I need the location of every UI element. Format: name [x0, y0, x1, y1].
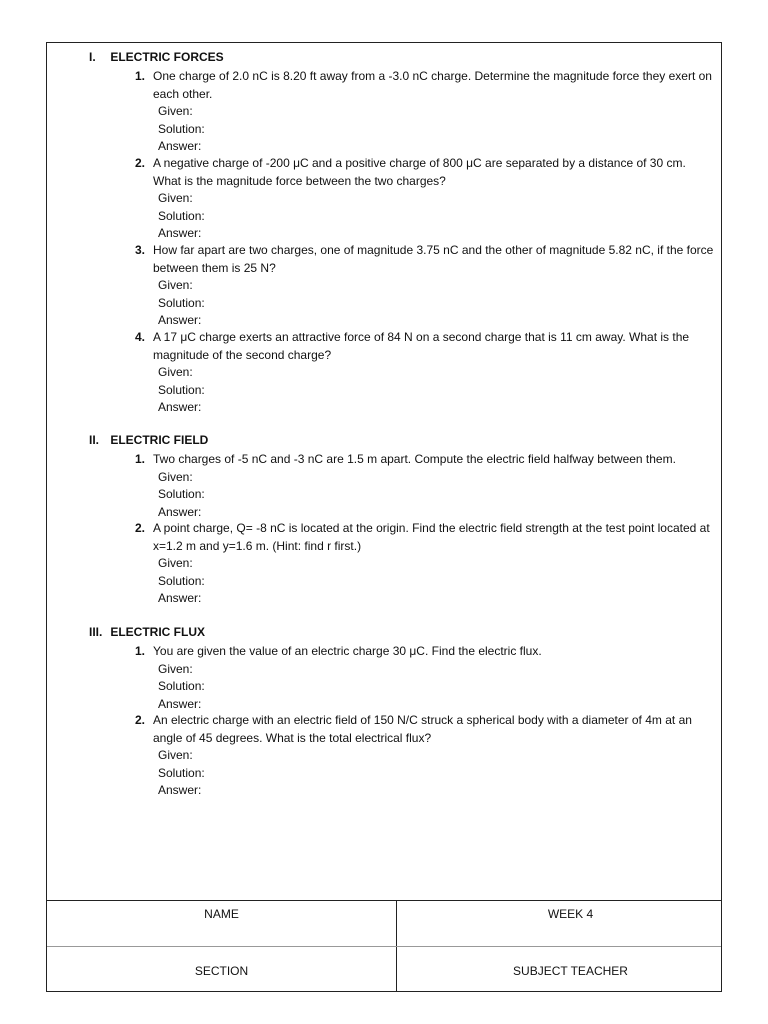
section-heading-electric-field [89, 433, 208, 447]
section-title: ELECTRIC FLUX [110, 625, 206, 639]
question-number: 1. [135, 69, 146, 83]
question-text: You are given the value of an electric charge 30 μC. Find the electric flux. [153, 644, 542, 658]
answer-label: Answer: [158, 783, 202, 797]
question-item [135, 712, 715, 800]
section-heading-electric-flux [89, 625, 205, 639]
solution-label: Solution: [158, 295, 205, 310]
question-text: An electric charge with an electric field of 150 N/C struck a spherical body with a diameter of 4m at an angle of 45 degrees. What is the total electrical flux? [153, 713, 692, 745]
answer-label: Answer: [158, 226, 202, 240]
question-item [135, 643, 715, 713]
answer-label: Answer: [158, 591, 202, 605]
section-title: ELECTRIC FIELD [110, 433, 209, 447]
student-info-table [47, 900, 721, 992]
given-label: Given: [158, 278, 193, 292]
given-label: Given: [158, 748, 193, 762]
question-text: A negative charge of -200 μC and a positive charge of 800 μC are separated by a distance of 30 cm. What is the magnitude force between the two charges? [153, 156, 686, 188]
given-label: Given: [158, 365, 193, 379]
question-text: A point charge, Q= -8 nC is located at the origin. Find the electric field strength at the test point located at x=1.2 m and y=1.6 m. (Hint: find r first.) [153, 521, 710, 553]
worksheet-page [46, 42, 722, 992]
answer-label: Answer: [158, 139, 202, 153]
solution-label: Solution: [158, 487, 205, 501]
given-label: Given: [158, 469, 193, 484]
section-number: III. [89, 625, 103, 639]
section-title: ELECTRIC FORCES [110, 50, 224, 64]
solution-label: Solution: [158, 382, 205, 397]
answer-label: Answer: [158, 696, 202, 711]
given-label: Given: [158, 661, 193, 676]
solution-label: Solution: [158, 121, 205, 136]
answer-label: Answer: [158, 400, 202, 414]
question-item [135, 451, 715, 521]
given-label: Given: [158, 556, 193, 570]
question-item [135, 329, 715, 417]
question-item [135, 520, 715, 608]
solution-label: Solution: [158, 573, 205, 588]
question-number: 1. [135, 452, 146, 466]
week-label: WEEK 4 [547, 907, 594, 921]
section-number: I. [89, 50, 96, 64]
name-field-label: NAME [204, 907, 239, 921]
question-text: Two charges of -5 nC and -3 nC are 1.5 m apart. Compute the electric field halfway between them. [153, 452, 676, 466]
question-text: How far apart are two charges, one of magnitude 3.75 nC and the other of magnitude 5.82 nC, if the force between them is 25 N? [153, 243, 714, 275]
section-number: II. [89, 433, 100, 447]
question-text: One charge of 2.0 nC is 8.20 ft away from a -3.0 nC charge. Determine the magnitude force they exert on each other. [153, 69, 712, 101]
question-number: 2. [135, 156, 146, 170]
given-label: Given: [158, 191, 193, 205]
question-item [135, 155, 715, 243]
solution-label: Solution: [158, 679, 205, 693]
solution-label: Solution: [158, 208, 205, 223]
question-item [135, 68, 715, 156]
section-field-label: SECTION [194, 964, 249, 978]
table-divider [47, 946, 721, 947]
answer-label: Answer: [158, 313, 202, 327]
subject-teacher-label: SUBJECT TEACHER [513, 964, 628, 978]
question-text: A 17 μC charge exerts an attractive force of 84 N on a second charge that is 11 cm away. What is the magnitude of the second charge? [153, 330, 690, 362]
question-number: 4. [135, 330, 146, 344]
solution-label: Solution: [158, 765, 205, 780]
question-number: 3. [135, 243, 146, 257]
section-heading-electric-forces [89, 50, 224, 64]
given-label: Given: [158, 104, 193, 118]
question-number: 2. [135, 521, 146, 535]
question-number: 1. [135, 644, 146, 658]
question-item [135, 242, 715, 330]
answer-label: Answer: [158, 504, 202, 519]
question-number: 2. [135, 713, 146, 727]
